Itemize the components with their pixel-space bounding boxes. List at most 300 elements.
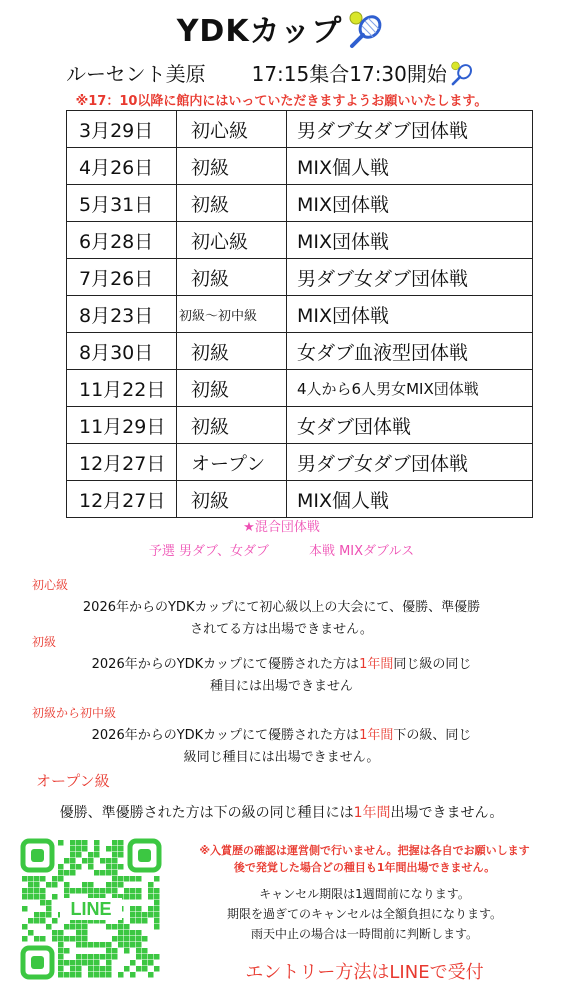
- qr-module: [94, 870, 100, 876]
- qr-module: [70, 852, 76, 858]
- qr-module: [88, 888, 94, 894]
- qr-module: [136, 936, 142, 942]
- date-cell: 11月29日: [67, 407, 177, 444]
- rule-segment: 下の級、同じ: [393, 728, 472, 743]
- qr-module: [112, 864, 118, 870]
- qr-module: [112, 876, 118, 882]
- qr-module: [130, 942, 136, 948]
- qr-module: [64, 972, 70, 978]
- qr-module: [100, 888, 106, 894]
- qr-module: [52, 876, 58, 882]
- qr-module: [100, 942, 106, 948]
- qr-module: [142, 936, 148, 942]
- qr-module: [46, 912, 52, 918]
- level-cell: 初心級: [177, 111, 287, 148]
- event-cell: 女ダブ団体戦: [287, 407, 533, 444]
- page-title: [0, 6, 563, 57]
- qr-module: [112, 852, 118, 858]
- qr-module: [46, 924, 52, 930]
- qr-module: [28, 894, 34, 900]
- qr-module: [124, 966, 130, 972]
- date-cell: 12月27日: [67, 444, 177, 481]
- qr-module: [148, 960, 154, 966]
- qr-module: [82, 840, 88, 846]
- qr-module: [124, 930, 130, 936]
- cancel-line: キャンセル期限は1週間前になります。: [259, 887, 470, 901]
- qr-module: [76, 966, 82, 972]
- qr-module: [64, 924, 70, 930]
- event-cell: 男ダブ女ダブ団体戦: [287, 444, 533, 481]
- qr-code-graphic: [20, 838, 162, 980]
- qr-module: [130, 906, 136, 912]
- qr-module: [58, 972, 64, 978]
- qr-module: [94, 942, 100, 948]
- qr-module: [136, 966, 142, 972]
- qr-module: [70, 960, 76, 966]
- qr-module: [136, 876, 142, 882]
- qr-module: [94, 972, 100, 978]
- qr-module: [70, 924, 76, 930]
- tennis-racket-icon: [346, 9, 386, 57]
- qr-module: [22, 936, 28, 942]
- qr-module: [136, 942, 142, 948]
- event-cell: MIX団体戦: [287, 296, 533, 333]
- qr-module: [124, 894, 130, 900]
- qr-module: [124, 888, 130, 894]
- qr-module: [82, 924, 88, 930]
- qr-module: [58, 870, 64, 876]
- table-row: [67, 444, 533, 481]
- qr-module: [106, 888, 112, 894]
- qr-module: [94, 846, 100, 852]
- qr-module: [112, 858, 118, 864]
- qr-module: [94, 960, 100, 966]
- level-cell: 初級: [177, 148, 287, 185]
- qr-module: [112, 936, 118, 942]
- qr-module: [112, 846, 118, 852]
- qr-module: [106, 846, 112, 852]
- qr-module: [136, 912, 142, 918]
- rule-text-beginner-intermediate: [0, 725, 563, 769]
- qr-module: [118, 852, 124, 858]
- date-cell: 8月30日: [67, 333, 177, 370]
- qr-module: [88, 942, 94, 948]
- table-row: [67, 222, 533, 259]
- qr-module: [142, 960, 148, 966]
- qr-module: [40, 912, 46, 918]
- qr-module: [136, 948, 142, 954]
- qr-module: [130, 876, 136, 882]
- rule-text-beginner: [0, 654, 563, 698]
- qr-module: [106, 870, 112, 876]
- qr-module: [106, 948, 112, 954]
- qr-module: [94, 954, 100, 960]
- rule-highlight: 1年間: [359, 657, 394, 672]
- qr-module: [112, 924, 118, 930]
- qr-module: [148, 882, 154, 888]
- qr-module: [76, 840, 82, 846]
- rule-line: 種目には出場できません: [209, 679, 353, 694]
- qr-module: [130, 912, 136, 918]
- date-cell: 4月26日: [67, 148, 177, 185]
- level-cell: 初級: [177, 481, 287, 518]
- qr-module: [76, 960, 82, 966]
- entry-history-note: [172, 842, 557, 876]
- qr-module: [88, 852, 94, 858]
- date-cell: 11月22日: [67, 370, 177, 407]
- qr-module: [100, 870, 106, 876]
- qr-module: [148, 894, 154, 900]
- qr-module: [130, 930, 136, 936]
- qr-module: [106, 864, 112, 870]
- qr-module: [40, 936, 46, 942]
- qr-module: [130, 888, 136, 894]
- qr-module: [142, 948, 148, 954]
- qr-module: [136, 918, 142, 924]
- cancel-line: 期限を過ぎてのキャンセルは全額負担になります。: [226, 907, 503, 921]
- qr-module: [58, 876, 64, 882]
- qr-module: [148, 888, 154, 894]
- qr-module: [76, 942, 82, 948]
- venue-name: ルーセント美原: [66, 62, 206, 86]
- qr-module: [112, 882, 118, 888]
- qr-module: [58, 954, 64, 960]
- rule-line: 2026年からのYDKカップにて初心級以上の大会にて、優勝、準優勝: [82, 600, 481, 615]
- qr-module: [148, 972, 154, 978]
- qr-module: [76, 930, 82, 936]
- qr-module: [100, 954, 106, 960]
- level-cell: 初級～初中級: [177, 296, 287, 333]
- qr-module: [124, 942, 130, 948]
- qr-module: [34, 882, 40, 888]
- qr-module: [34, 918, 40, 924]
- qr-module: [154, 900, 160, 906]
- table-row: [67, 296, 533, 333]
- qr-module: [22, 924, 28, 930]
- qr-module: [52, 936, 58, 942]
- qr-module: [154, 954, 160, 960]
- mixed-final: 本戦 MIXダブルス: [308, 544, 415, 559]
- rule-text-open: [0, 802, 563, 824]
- rule-segment: 同じ級の同じ: [393, 657, 472, 672]
- qr-module: [88, 858, 94, 864]
- rule-line: されてる方は出場できません。: [190, 622, 373, 637]
- level-cell: 初級: [177, 259, 287, 296]
- qr-module: [106, 942, 112, 948]
- qr-module: [22, 888, 28, 894]
- qr-module: [58, 966, 64, 972]
- qr-module: [52, 894, 58, 900]
- qr-module: [76, 864, 82, 870]
- qr-module: [112, 888, 118, 894]
- table-row: [67, 407, 533, 444]
- qr-module: [28, 876, 34, 882]
- qr-module: [52, 918, 58, 924]
- level-cell: 初心級: [177, 222, 287, 259]
- rule-label-novice: 初心級: [32, 578, 69, 592]
- qr-module: [130, 972, 136, 978]
- qr-module: [130, 918, 136, 924]
- event-cell: 男ダブ女ダブ団体戦: [287, 259, 533, 296]
- qr-module: [76, 972, 82, 978]
- qr-module: [58, 930, 64, 936]
- mixed-team-heading: ★混合団体戦: [243, 520, 320, 535]
- qr-module: [70, 972, 76, 978]
- qr-module: [76, 846, 82, 852]
- qr-module: [64, 870, 70, 876]
- rule-segment: 2026年からのYDKカップにて優勝された方は: [91, 728, 360, 743]
- qr-module: [154, 924, 160, 930]
- rule-highlight: 1年間: [353, 805, 391, 821]
- rule-highlight: 1年間: [359, 728, 394, 743]
- qr-module: [82, 888, 88, 894]
- qr-module: [82, 954, 88, 960]
- qr-module: [28, 930, 34, 936]
- qr-module: [142, 918, 148, 924]
- qr-module: [22, 894, 28, 900]
- qr-module: [34, 936, 40, 942]
- qr-module: [136, 888, 142, 894]
- qr-module: [154, 876, 160, 882]
- note-line: ※入賞歴の確認は運営側で行いません。把握は各自でお願いします: [199, 844, 530, 857]
- qr-module: [70, 936, 76, 942]
- qr-module: [94, 966, 100, 972]
- rule-label-beginner-intermediate: 初級から初中級: [32, 706, 117, 720]
- qr-module: [52, 882, 58, 888]
- qr-module: [22, 876, 28, 882]
- event-cell: 男ダブ女ダブ団体戦: [287, 111, 533, 148]
- qr-module: [46, 900, 52, 906]
- qr-module: [100, 966, 106, 972]
- rule-line: [0, 725, 563, 747]
- qr-module: [70, 870, 76, 876]
- qr-module: [106, 960, 112, 966]
- qr-module: [88, 882, 94, 888]
- qr-module: [76, 954, 82, 960]
- qr-module: [58, 960, 64, 966]
- qr-module: [82, 936, 88, 942]
- qr-module: [82, 960, 88, 966]
- rule-label-beginner: 初級: [32, 635, 57, 649]
- qr-module: [58, 936, 64, 942]
- qr-module: [64, 960, 70, 966]
- mixed-prelim: 予選 男ダブ、女ダブ: [148, 544, 269, 559]
- qr-module: [34, 876, 40, 882]
- level-cell: 初級: [177, 185, 287, 222]
- mixed-team-detail: [0, 540, 563, 559]
- qr-module: [112, 840, 118, 846]
- qr-module: [64, 858, 70, 864]
- qr-module: [148, 906, 154, 912]
- qr-module: [82, 846, 88, 852]
- qr-module: [118, 876, 124, 882]
- table-row: [67, 148, 533, 185]
- qr-module: [136, 954, 142, 960]
- qr-label: LINE: [70, 899, 112, 919]
- qr-module: [148, 954, 154, 960]
- qr-module: [82, 858, 88, 864]
- qr-module: [106, 882, 112, 888]
- qr-module: [154, 888, 160, 894]
- qr-module: [70, 966, 76, 972]
- qr-module: [142, 912, 148, 918]
- level-cell: 初級: [177, 333, 287, 370]
- qr-module: [136, 906, 142, 912]
- qr-module: [100, 858, 106, 864]
- qr-module: [106, 954, 112, 960]
- qr-module: [58, 864, 64, 870]
- rule-text-novice: [0, 597, 563, 641]
- qr-module: [34, 888, 40, 894]
- qr-module: [22, 906, 28, 912]
- rule-line: [0, 654, 563, 676]
- qr-module: [34, 912, 40, 918]
- line-qr-code[interactable]: [20, 838, 162, 980]
- qr-module: [64, 888, 70, 894]
- qr-module: [34, 894, 40, 900]
- qr-module: [52, 930, 58, 936]
- event-cell: MIX団体戦: [287, 185, 533, 222]
- qr-module: [112, 870, 118, 876]
- qr-module: [28, 918, 34, 924]
- event-cell: 女ダブ血液型団体戦: [287, 333, 533, 370]
- qr-module: [70, 888, 76, 894]
- qr-module: [40, 900, 46, 906]
- qr-module: [28, 888, 34, 894]
- qr-module: [118, 840, 124, 846]
- entry-method: エントリー方法はLINEで受付: [245, 962, 484, 983]
- qr-module: [76, 852, 82, 858]
- qr-module: [124, 924, 130, 930]
- tennis-racket-icon: [449, 60, 475, 91]
- start-time: 17:15集合17:30開始: [251, 62, 447, 86]
- qr-module: [70, 864, 76, 870]
- note-line: 後で発覚した場合どの種目も1年間出場できません。: [233, 861, 496, 874]
- qr-module: [88, 966, 94, 972]
- table-row: [67, 370, 533, 407]
- rule-segment: 2026年からのYDKカップにて優勝された方は: [91, 657, 360, 672]
- table-row: [67, 111, 533, 148]
- qr-module: [118, 882, 124, 888]
- qr-module: [130, 894, 136, 900]
- date-cell: 7月26日: [67, 259, 177, 296]
- rule-segment: 出場できません。: [390, 805, 504, 821]
- level-cell: オープン: [177, 444, 287, 481]
- qr-module: [154, 912, 160, 918]
- qr-module: [82, 942, 88, 948]
- table-row: [67, 259, 533, 296]
- table-row: [67, 481, 533, 518]
- qr-module: [88, 864, 94, 870]
- qr-module: [70, 840, 76, 846]
- qr-module: [118, 942, 124, 948]
- qr-module: [70, 858, 76, 864]
- qr-module: [58, 840, 64, 846]
- qr-module: [40, 918, 46, 924]
- date-cell: 8月23日: [67, 296, 177, 333]
- qr-module: [142, 954, 148, 960]
- qr-module: [118, 972, 124, 978]
- qr-module: [58, 948, 64, 954]
- qr-module: [88, 972, 94, 978]
- date-cell: 6月28日: [67, 222, 177, 259]
- qr-module: [154, 894, 160, 900]
- qr-module: [46, 906, 52, 912]
- qr-module: [64, 948, 70, 954]
- qr-module: [76, 924, 82, 930]
- qr-module: [154, 906, 160, 912]
- qr-module: [28, 882, 34, 888]
- qr-module: [118, 924, 124, 930]
- qr-module: [88, 954, 94, 960]
- level-cell: 初級: [177, 370, 287, 407]
- qr-module: [124, 948, 130, 954]
- qr-module: [76, 936, 82, 942]
- qr-module: [94, 840, 100, 846]
- qr-module: [130, 960, 136, 966]
- date-cell: 3月29日: [67, 111, 177, 148]
- title-text: YDKカップ: [176, 14, 343, 49]
- qr-module: [100, 972, 106, 978]
- event-cell: MIX個人戦: [287, 481, 533, 518]
- event-cell: MIX個人戦: [287, 148, 533, 185]
- qr-module: [136, 930, 142, 936]
- qr-module: [106, 966, 112, 972]
- qr-module: [148, 912, 154, 918]
- rule-line: 級同じ種目には出場できません。: [183, 750, 380, 765]
- schedule-body: [67, 111, 533, 518]
- qr-module: [118, 846, 124, 852]
- qr-module: [106, 858, 112, 864]
- arrival-notice: ※17：10以降に館内にはいっていただきますようお願いいたします。: [75, 94, 488, 109]
- qr-module: [82, 930, 88, 936]
- cancel-policy: [172, 884, 557, 944]
- qr-module: [118, 864, 124, 870]
- qr-module: [118, 936, 124, 942]
- qr-module: [40, 876, 46, 882]
- qr-module: [46, 882, 52, 888]
- level-cell: 初級: [177, 407, 287, 444]
- event-cell: 4人から6人男女MIX団体戦: [287, 370, 533, 407]
- qr-module: [154, 966, 160, 972]
- rule-label-open: オープン級: [36, 772, 110, 790]
- qr-module: [106, 924, 112, 930]
- qr-module: [130, 936, 136, 942]
- rule-line: [0, 802, 563, 824]
- qr-module: [112, 948, 118, 954]
- qr-module: [70, 846, 76, 852]
- qr-module: [106, 972, 112, 978]
- cancel-line: 雨天中止の場合は一時間前に判断します。: [250, 927, 479, 941]
- schedule-table: [66, 110, 533, 518]
- qr-module: [124, 936, 130, 942]
- venue-line: [66, 58, 475, 91]
- event-cell: MIX団体戦: [287, 222, 533, 259]
- qr-module: [76, 888, 82, 894]
- qr-module: [94, 888, 100, 894]
- date-cell: 12月27日: [67, 481, 177, 518]
- qr-module: [136, 894, 142, 900]
- qr-module: [142, 966, 148, 972]
- table-row: [67, 333, 533, 370]
- qr-module: [58, 942, 64, 948]
- qr-module: [112, 954, 118, 960]
- rule-segment: 優勝、準優勝された方は下の級の同じ種目には: [59, 805, 354, 821]
- qr-module: [154, 918, 160, 924]
- qr-module: [124, 876, 130, 882]
- qr-module: [40, 894, 46, 900]
- qr-module: [64, 936, 70, 942]
